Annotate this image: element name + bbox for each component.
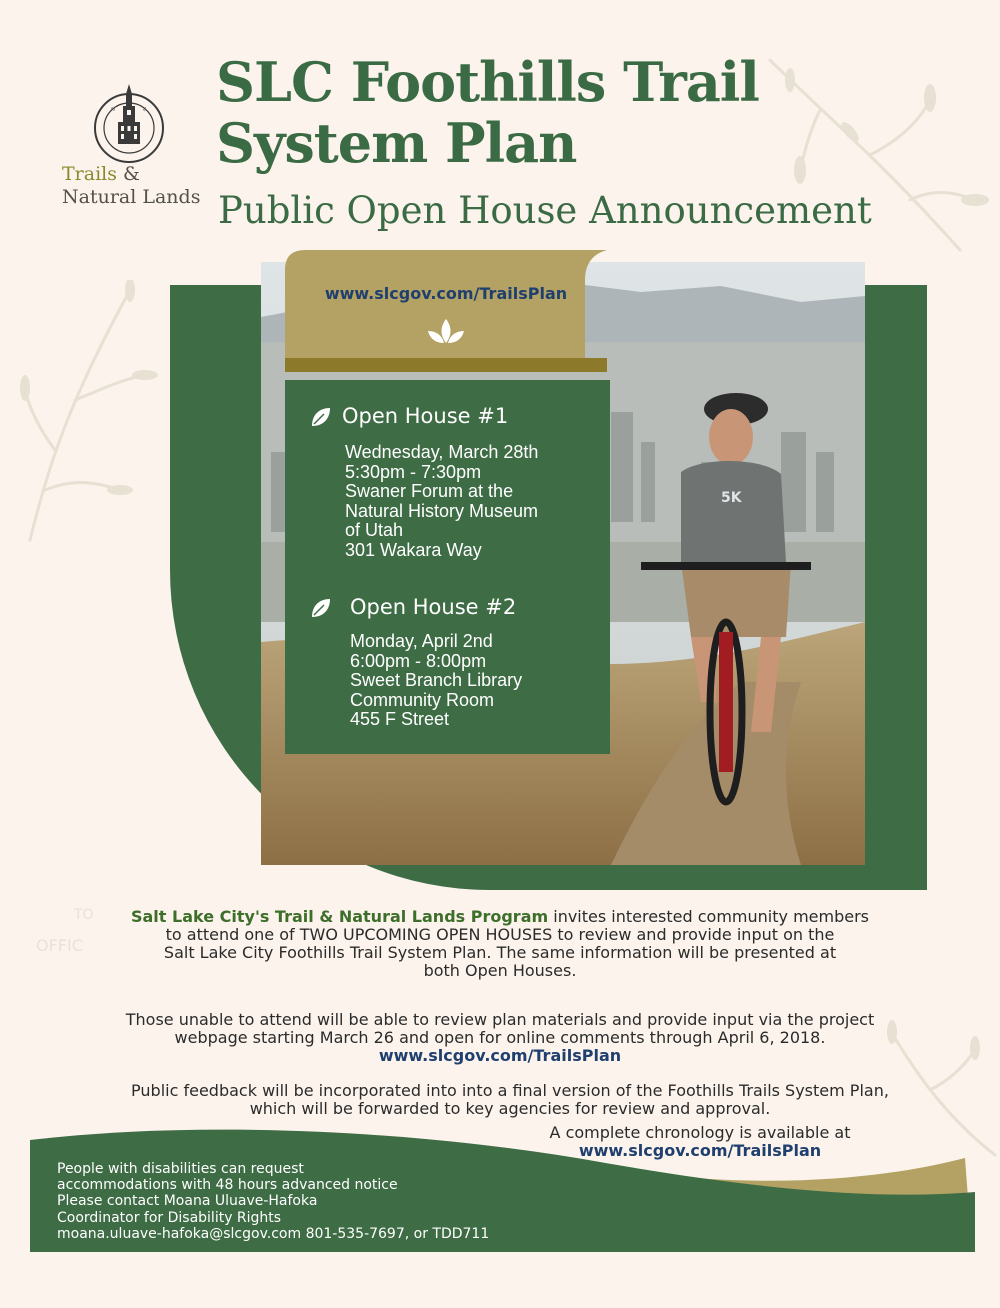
open-house-1-line: 5:30pm - 7:30pm (345, 461, 482, 482)
open-house-2-line: 6:00pm - 8:00pm (350, 650, 487, 671)
program-name-highlight: Salt Lake City's Trail & Natural Lands Program (130, 907, 549, 926)
feedback-line-2: which will be forwarded to key agencies for review and approval. (249, 1099, 771, 1118)
online-paragraph (40, 1011, 960, 1065)
intro-line-4: both Open Houses. (423, 961, 577, 980)
program-logo-text (62, 163, 200, 209)
trails-plan-url[interactable]: www.slcgov.com/TrailsPlan (324, 284, 568, 303)
page-subtitle: Public Open House Announcement (218, 189, 872, 232)
open-house-2-line: Community Room (350, 689, 495, 710)
intro-line-1: invites interested community members (548, 907, 869, 926)
intro-paragraph (40, 908, 960, 980)
feedback-line-1: Public feedback will be incorporated into into a final version of the Foothills Trails System Plan, (131, 1081, 889, 1100)
open-house-1-line: 301 Wakara Way (345, 539, 482, 560)
salt-lake-city-seal-logo (90, 80, 168, 166)
accessibility-notice (57, 1161, 489, 1242)
open-house-1-title: Open House #1 (342, 404, 509, 428)
lotus-icon (426, 317, 466, 345)
svg-text:L: L (141, 106, 148, 113)
logo-ampersand: & (123, 163, 140, 185)
online-line-2: webpage starting March 26 and open for online comments through April 6, 2018. (174, 1028, 826, 1047)
shirt-text: 5K (721, 490, 742, 506)
logo-trails-word: Trails (62, 163, 117, 185)
intro-line-2: to attend one of TWO UPCOMING OPEN HOUSES to review and provide input on the (165, 925, 835, 944)
online-url-link[interactable]: www.slcgov.com/TrailsPlan (378, 1046, 622, 1065)
intro-line-3: Salt Lake City Foothills Trail System Plan. The same information will be presented at (163, 943, 837, 962)
open-house-2-title: Open House #2 (350, 595, 517, 619)
open-house-1-line: Natural History Museum (345, 500, 539, 521)
svg-text:S: S (110, 106, 117, 113)
open-house-1-line: of Utah (345, 520, 404, 540)
ghost-text-a: TO (74, 907, 94, 923)
logo-natural-lands: Natural Lands (62, 186, 201, 208)
open-house-2-line: Monday, April 2nd (350, 631, 493, 651)
open-house-1-details (345, 443, 538, 560)
title-line-1: SLC Foothills Trail (216, 50, 759, 114)
footer-line: Coordinator for Disability Rights (57, 1209, 282, 1226)
leaf-icon (310, 597, 332, 619)
open-houses-panel (285, 380, 610, 754)
open-house-2-line: Sweet Branch Library (350, 670, 523, 690)
footer-line: accommodations with 48 hours advanced notice (57, 1177, 398, 1194)
page-title (216, 52, 936, 174)
branch-decoration-left (10, 280, 160, 550)
url-tab-background (285, 250, 607, 372)
footer-contact-line[interactable]: moana.uluave-hafoka@slcgov.com 801-535-7697, or TDD711 (57, 1225, 490, 1242)
open-house-2-details (350, 632, 522, 730)
ghost-text-b: OFFIC (36, 936, 83, 955)
title-line-2: System Plan (216, 111, 577, 175)
open-house-1-line: Swaner Forum at the (345, 481, 514, 501)
leaf-icon (310, 406, 332, 428)
online-line-1: Those unable to attend will be able to review plan materials and provide input via the project (125, 1010, 875, 1029)
open-house-2-line: 455 F Street (350, 709, 450, 729)
feedback-paragraph (30, 1082, 990, 1118)
chronology-line: A complete chronology is available at (549, 1123, 851, 1142)
footer-line: People with disabilities can request (57, 1161, 304, 1177)
open-house-1-line: Wednesday, March 28th (345, 442, 539, 462)
footer-line: Please contact Moana Uluave-Hafoka (57, 1193, 318, 1210)
chronology-url-link[interactable]: www.slcgov.com/TrailsPlan (578, 1141, 822, 1160)
